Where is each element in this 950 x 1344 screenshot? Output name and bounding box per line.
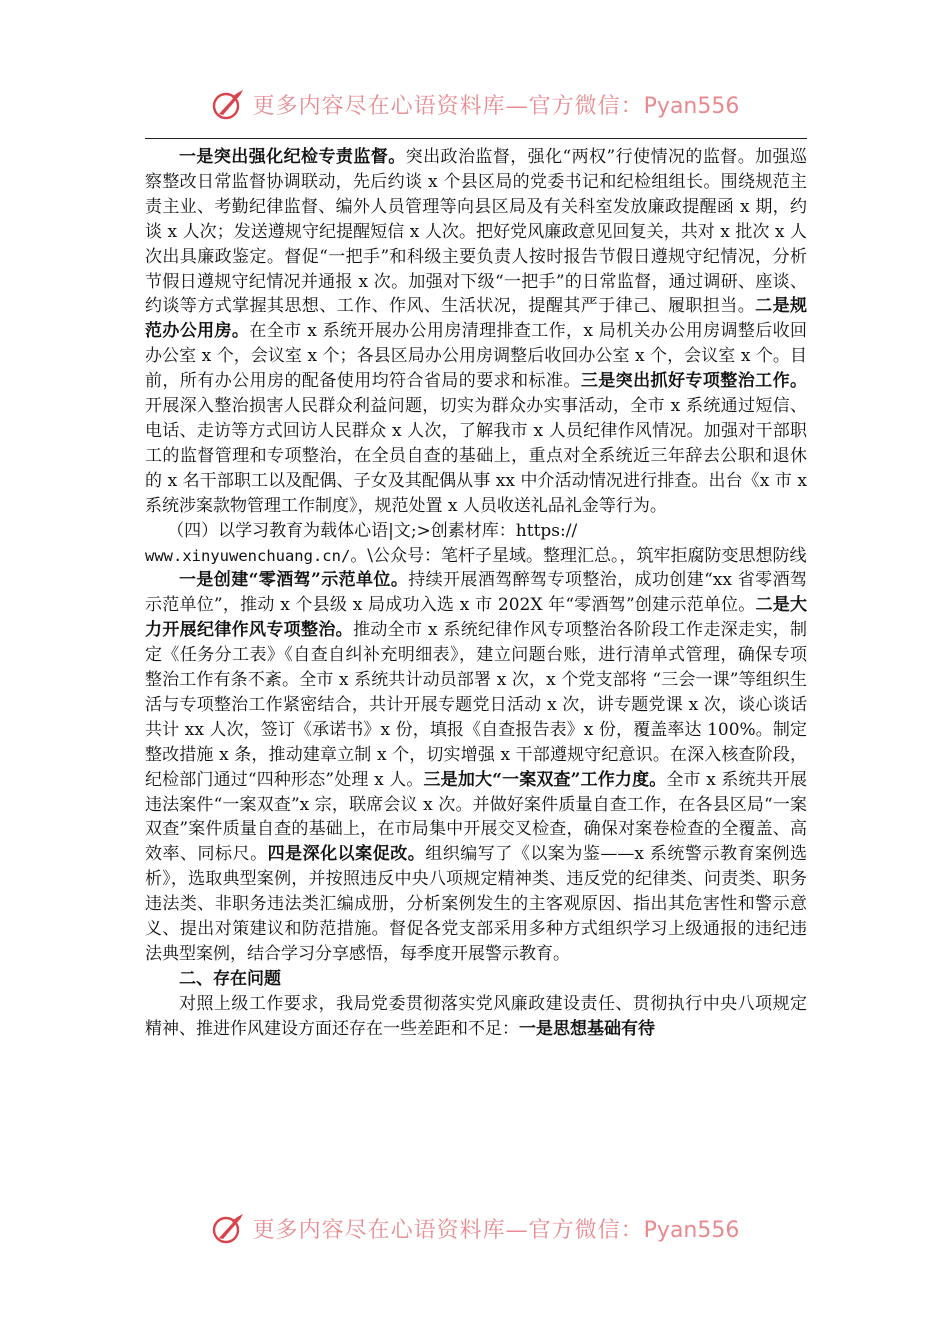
document-body [145, 145, 807, 1042]
paragraph-learning: 一是创建“零酒驾”示范单位。持续开展酒驾醉驾专项整治，成功创建“xx 省零酒驾示范单位”，推动 x 个县级 x 局成功入选 x 市 202X 年“零酒驾”创建示范单位。二是大力开展纪律作风专项整治。推动全市 x 系统纪律作风专项整治各阶段工作走深走实，制定《任务分工表》《自查自纠补充明细表》，建立问题台账，进行清单式管理，确保专项整治工作有条不紊。全市 x 系统共计动员部署 x 次，x 个党支部将 “三会一课”等组织生活与专项整治工作紧密结合，共计开展专题党日活动 x 次，讲专题党课 x 次，谈心谈话共计 xx 人次，签订《承诺书》x 份，填报《自查报告表》x 份，覆盖率达 100%。制定整改措施 x 条，推动建章立制 x 个，切实增强 x 干部遵规守纪意识。在深入核查阶段，纪检部门通过“四种形态”处理 x 人。三是加大“一案双查”工作力度。全市 x 系统共开展违法案件“一案双查”x 宗，联席会议 x 次。并做好案件质量自查工作，在各县区局“一案双查”案件质量自查的基础上，在市局集中开展交叉检查，确保对案卷检查的全覆盖、高效率、同标尺。四是深化以案促改。组织编写了《以案为鉴——x 系统警示教育案例选析》，选取典型案例，并按照违反中央八项规定精神类、违反党的纪律类、问责类、职务违法类、非职务违法类汇编成册，分析案例发生的主客观原因、指出其危害性和警示意义、提出对策建议和防范措施。督促各党支部采用多种方式组织学习上级通报的违纪违法典型案例，结合学习分享感悟，每季度开展警示教育。 [145, 570, 808, 964]
paragraph-supervision: 一是突出强化纪检专责监督。突出政治监督，强化“两权”行使情况的监督。加强巡察整改日常监督协调联动，先后约谈 x 个县区局的党委书记和纪检组组长。围绕规范主责主业、考勤纪律监督、编外人员管理等向县区局及有关科室发放廉政提醒函 x 期，约谈 x 人次；发送遵规守纪提醒短信 x 人次。把好党风廉政意见回复关，共对 x 批次 x 人次出具廉政鉴定。督促“一把手”和科级主要负责人按时报告节假日遵规守纪情况，分析节假日遵规守纪情况并通报 x 次。加强对下级“一把手”的日常监督，通过调研、座谈、约谈等方式掌握其思想、工作、作风、生活状况，提醒其严于律己、履职担当。二是规范办公用房。在全市 x 系统开展办公用房清理排查工作，x 局机关办公用房调整后收回办公室 x 个，会议室 x 个；各县区局办公用房调整后收回办公室 x 个，会议室 x 个。目前，所有办公用房的配备使用均符合省局的要求和标准。三是突出抓好专项整治工作。开展深入整治损害人民群众利益问题，切实为群众办实事活动，全市 x 系统通过短信、电话、走访等方式回访人民群众 x 人次，了解我市 x 人员纪律作风情况。加强对干部职工的监督管理和专项整治，在全员自查的基础上，重点对全系统近三年辞去公职和退休的 x 名干部职工以及配偶、子女及其配偶从事 xx 中介活动情况进行排查。出台《x 市 x 系统涉案款物管理工作制度》，规范处置 x 人员收送礼品礼金等行为。 [145, 147, 808, 516]
footer-banner [0, 1208, 950, 1248]
paragraph-problems: 对照上级工作要求，我局党委贯彻落实党风廉政建设责任、贯彻执行中央八项规定精神、推进作风建设方面还存在一些差距和不足：一是思想基础有待 [145, 993, 807, 1039]
header-banner [0, 84, 950, 124]
banner-text: 更多内容尽在心语资料库—官方微信：Pyan556 [252, 93, 740, 119]
source-url: www.xinyuwenchuang.cn/ [145, 546, 351, 565]
quill-pen-circle-icon [211, 87, 245, 121]
header-rule [145, 138, 807, 139]
quill-pen-circle-icon [211, 1211, 245, 1245]
section-heading-problems: 二、存在问题 [179, 968, 281, 989]
section-heading-learning: （四）以学习教育为载体心语|文;>创素材库：https:// [167, 520, 578, 541]
section-heading-continued: www.xinyuwenchuang.cn/。\公众号：笔杆子星域。整理汇总。，筑牢拒腐防变思想防线 [145, 545, 807, 566]
banner-text: 更多内容尽在心语资料库—官方微信：Pyan556 [252, 1217, 740, 1243]
